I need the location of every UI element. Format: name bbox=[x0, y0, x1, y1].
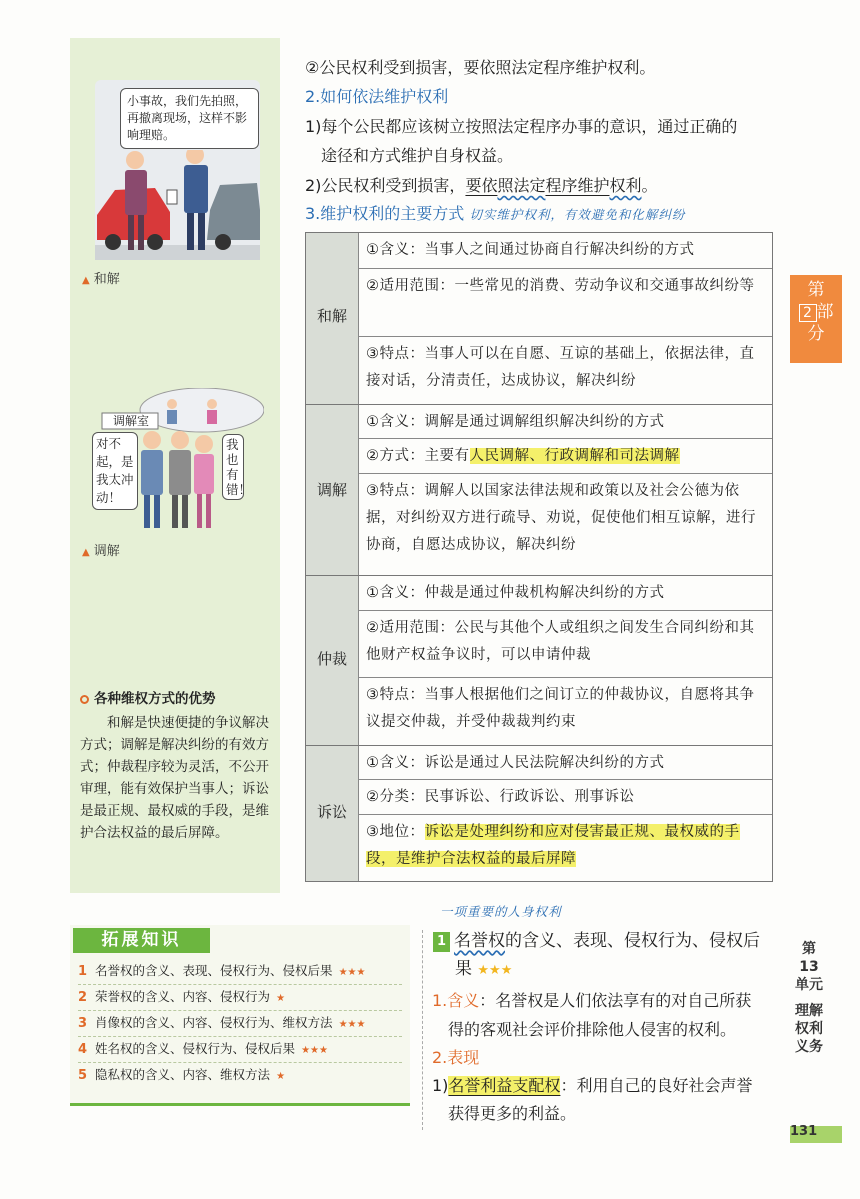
illustration-mediation bbox=[92, 388, 264, 533]
part-tab: 第 2 部 分 bbox=[790, 275, 842, 363]
divider bbox=[422, 930, 423, 1130]
heading-main-ways: 3.维护权利的主要方式 切实维护权利，有效避免和化解纠纷 bbox=[305, 204, 686, 223]
bullet-circle-icon bbox=[80, 695, 89, 704]
rights-protection-table bbox=[305, 232, 773, 882]
car-accident-drawing bbox=[95, 150, 260, 260]
illustration-reconciliation bbox=[95, 80, 260, 260]
divider bbox=[70, 1103, 410, 1106]
paragraph-line: 获得更多的利益。 bbox=[448, 1104, 577, 1123]
extend-knowledge-title: 拓展知识 bbox=[73, 928, 210, 953]
table-row: ②方式：主要有人民调解、行政调解和司法调解 bbox=[358, 439, 772, 474]
page-number: 131 bbox=[790, 1124, 818, 1139]
triangle-icon: ▲ bbox=[82, 547, 90, 558]
paragraph-line: 2)公民权利受到损害，要依照法定程序维护权利。 bbox=[305, 176, 658, 195]
table-row: ①含义：仲裁是通过仲裁机构解决纠纷的方式 bbox=[358, 576, 772, 611]
tip-body: 和解是快速便捷的争议解决方式；调解是解决纠纷的有效方式；仲裁程序较为灵活，不公开审理，能有效保护当事人；诉讼是最正规、最权威的手段，是维护合法权益的最后屏障。 bbox=[80, 715, 269, 841]
caption-reconciliation: ▲ 和解 bbox=[82, 272, 120, 287]
list-item: 2 荣誉权的含义、内容、侵权行为 ★ bbox=[78, 984, 402, 1011]
list-item: 1 名誉权的含义、表现、侵权行为、侵权后果 ★★★ bbox=[78, 958, 402, 985]
mediation-room-sign: 调解室 bbox=[112, 414, 149, 428]
list-item: 5 隐私权的含义、内容、维权方法 ★ bbox=[78, 1067, 286, 1083]
star-rating: ★★★ bbox=[477, 963, 513, 978]
list-item: 4 姓名权的含义、侵权行为、侵权后果 ★★★ bbox=[78, 1036, 402, 1063]
section-title: 1 名誉权的含义、表现、侵权行为、侵权后 bbox=[433, 928, 760, 954]
paragraph-line: 1)每个公民都应该树立按照法定程序办事的意识，通过正确的 bbox=[305, 117, 738, 136]
table-row: ③特点：调解人以国家法律法规和政策以及社会公德为依据，对纠纷双方进行疏导、劝说，促使他们相互谅解，进行协商，自愿达成协议，解决纠纷 bbox=[366, 483, 756, 553]
speech-bubble-right: 我也有错！ bbox=[222, 434, 244, 500]
paragraph-line: 1.含义：名誉权是人们依法享有的对自己所获 bbox=[432, 991, 752, 1010]
unit-label: 第13单元 理解权利义务 bbox=[795, 941, 823, 1055]
table-row: ①含义：调解是通过调解组织解决纠纷的方式 bbox=[358, 405, 772, 439]
table-row: ②适用范围：一些常见的消费、劳动争议和交通事故纠纷等 bbox=[358, 269, 772, 337]
paragraph-line: 得的客观社会评价排除他人侵害的权利。 bbox=[448, 1020, 737, 1039]
table-row: ②分类：民事诉讼、行政诉讼、刑事诉讼 bbox=[358, 780, 772, 815]
speech-bubble-left: 对不起，是我太冲动！ bbox=[92, 432, 138, 510]
category-column bbox=[306, 233, 358, 881]
table-row: ①含义：诉讼是通过人民法院解决纠纷的方式 bbox=[358, 746, 772, 780]
table-row: ②适用范围：公民与其他个人或组织之间发生合同纠纷和其他财产权益争议时，可以申请仲裁 bbox=[358, 611, 772, 678]
section-title-cont: 果 ★★★ bbox=[455, 959, 513, 979]
category-label: 调解 bbox=[316, 481, 347, 499]
table-row: ③特点：当事人可以在自愿、互谅的基础上，依据法律，直接对话，分清责任，达成协议，解决纠纷 bbox=[366, 346, 755, 389]
tip-box bbox=[80, 688, 275, 844]
category-label: 仲裁 bbox=[316, 650, 347, 668]
paragraph-line: 途径和方式维护自身权益。 bbox=[321, 146, 514, 165]
table-row: ③地位：诉讼是处理纠纷和应对侵害最正规、最权威的手段，是维护合法权益的最后屏障 bbox=[366, 824, 740, 867]
handwritten-note: 切实维护权利，有效避免和化解纠纷 bbox=[469, 207, 686, 222]
category-label: 诉讼 bbox=[316, 803, 347, 821]
tip-heading: 各种维权方式的优势 bbox=[80, 688, 275, 710]
heading-expression: 2.表现 bbox=[432, 1048, 480, 1067]
category-label: 和解 bbox=[316, 307, 347, 325]
paragraph-line: 1)名誉利益支配权：利用自己的良好社会声誉 bbox=[432, 1076, 753, 1095]
heading-how-to-protect: 2.如何依法维护权利 bbox=[305, 87, 449, 106]
paragraph-line: ②公民权利受到损害，要依照法定程序维护权利。 bbox=[305, 58, 656, 77]
speech-bubble: 小事故，我们先拍照，再撤离现场，这样不影响理赔。 bbox=[120, 88, 259, 149]
triangle-icon: ▲ bbox=[82, 275, 90, 286]
table-row: ①含义：当事人之间通过协商自行解决纠纷的方式 bbox=[358, 233, 772, 269]
highlighted-text: 人民调解、行政调解和司法调解 bbox=[469, 448, 680, 464]
handwritten-note: 一项重要的人身权利 bbox=[440, 904, 562, 919]
caption-mediation: ▲ 调解 bbox=[82, 544, 120, 559]
highlighted-text: 诉讼是处理纠纷和应对侵害最正规、最权威的手段，是维护合法权益的最后屏障 bbox=[366, 824, 740, 867]
table-row: ③特点：当事人根据他们之间订立的仲裁协议，自愿将其争议提交仲裁，并受仲裁裁判约束 bbox=[366, 687, 755, 730]
list-item: 3 肖像权的含义、内容、侵权行为、维权方法 ★★★ bbox=[78, 1010, 402, 1037]
highlighted-text: 名誉利益支配权 bbox=[448, 1076, 561, 1095]
